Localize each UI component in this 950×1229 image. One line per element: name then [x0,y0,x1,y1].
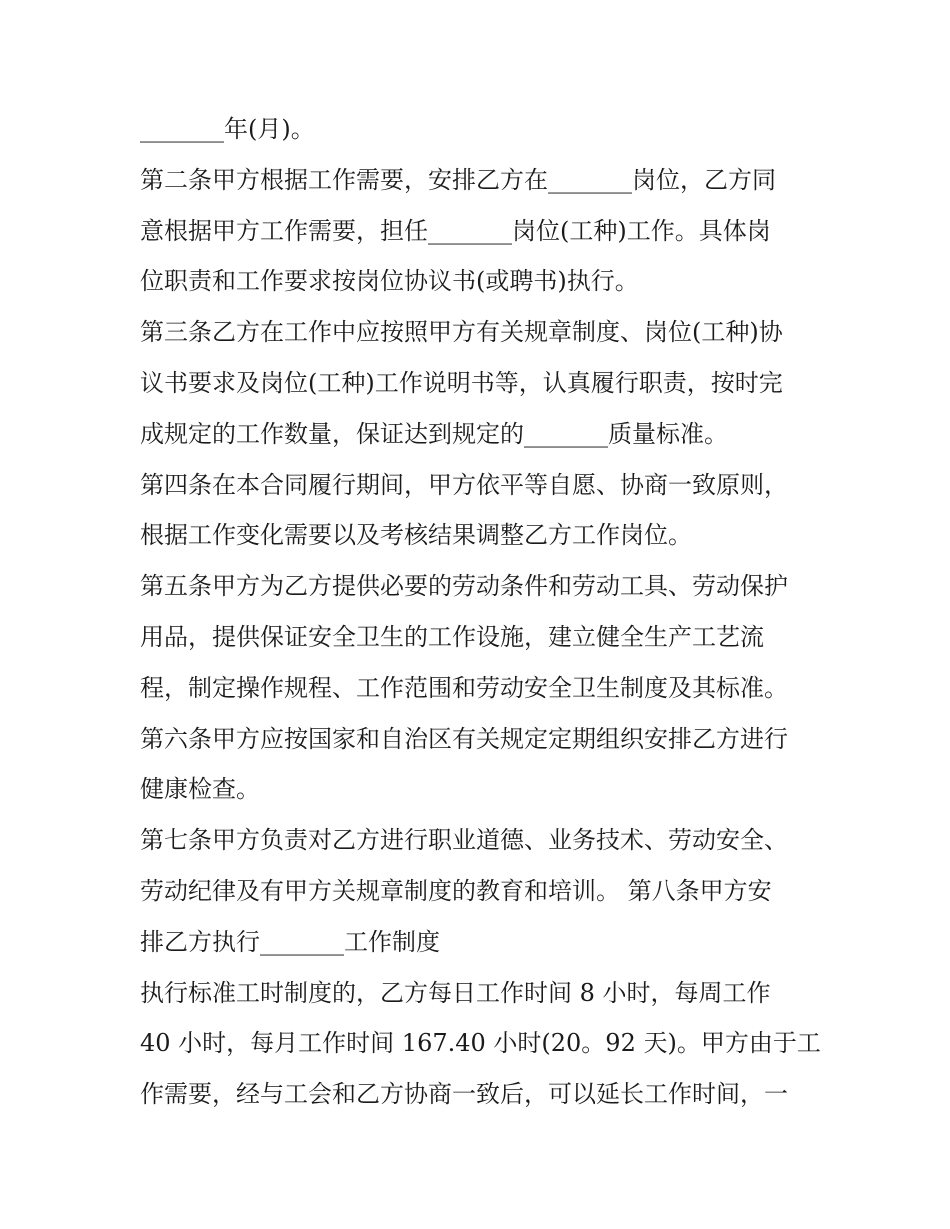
text-line: 第七条甲方负责对乙方进行职业道德、业务技术、劳动安全、 [140,826,788,855]
text-line: 用品，提供保证安全卫生的工作设施，建立健全生产工艺流 [140,622,764,651]
text-line: 第四条在本合同履行期间，甲方依平等自愿、协商一致原则， [140,470,788,499]
text-line: 排乙方执行_______工作制度 [140,927,440,956]
text-line: 作需要，经与工会和乙方协商一致后，可以延长工作时间，一 [140,1080,788,1109]
text-line: 第五条甲方为乙方提供必要的劳动条件和劳动工具、劳动保护 [140,572,788,601]
text-line: 第二条甲方根据工作需要，安排乙方在_______岗位，乙方同 [140,165,776,194]
text-line: 劳动纪律及有甲方关规章制度的教育和培训。 第八条甲方安 [140,876,772,905]
text-line: 根据工作变化需要以及考核结果调整乙方工作岗位。 [140,521,692,550]
text-line: 意根据甲方工作需要，担任_______岗位(工种)工作。具体岗 [140,216,771,245]
text-line: 健康检查。 [140,775,260,804]
text-line: _______年(月)。 [140,115,315,143]
text-line: 执行标准工时制度的，乙方每日工作时间 8 小时，每周工作 [140,978,771,1007]
text-line: 40 小时，每月工作时间 167.40 小时(20。92 天)。甲方由于工 [140,1029,821,1058]
document-body [140,104,820,1120]
text-line: 议书要求及岗位(工种)工作说明书等，认真履行职责，按时完 [140,368,783,397]
text-line: 成规定的工作数量，保证达到规定的_______质量标准。 [140,419,728,448]
text-line: 第六条甲方应按国家和自治区有关规定定期组织安排乙方进行 [140,724,788,753]
text-line: 位职责和工作要求按岗位协议书(或聘书)执行。 [140,267,639,296]
text-line: 第三条乙方在工作中应按照甲方有关规章制度、岗位(工种)协 [140,318,783,347]
text-line: 程，制定操作规程、工作范围和劳动安全卫生制度及其标准。 [140,673,788,702]
